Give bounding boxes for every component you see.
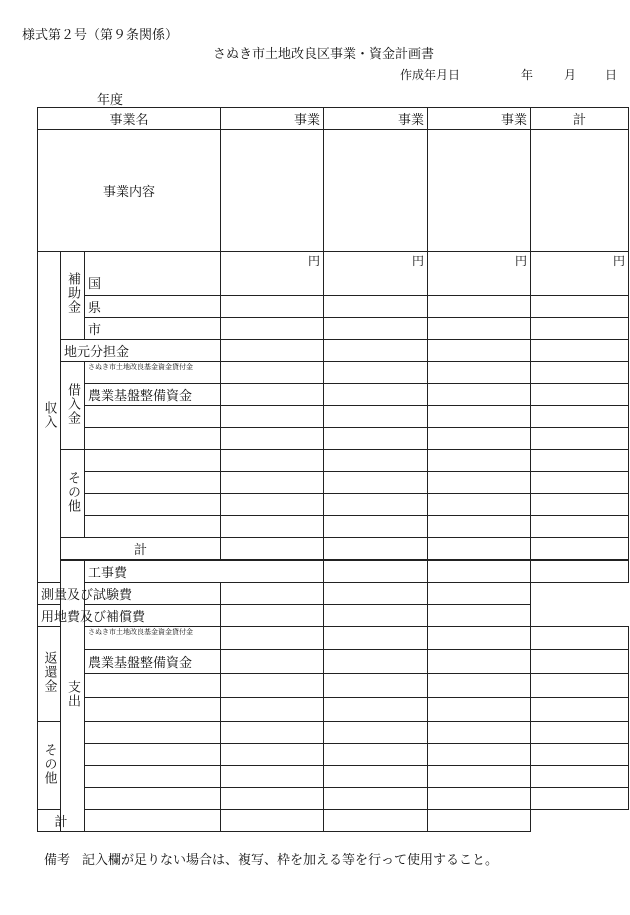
amount-cell[interactable] <box>531 384 629 406</box>
amount-cell[interactable] <box>324 744 428 766</box>
plan-table <box>37 107 629 832</box>
blank-cell[interactable] <box>85 516 221 538</box>
expense-repayment-blank-row <box>38 674 629 698</box>
income-city-row <box>38 318 629 340</box>
amount-cell[interactable] <box>221 605 324 627</box>
project-column-2-header: 事業 <box>324 108 428 130</box>
expense-other-label: その他 <box>38 722 61 810</box>
amount-cell[interactable] <box>428 538 531 560</box>
local-share-label: 地元分担金 <box>61 340 221 362</box>
amount-cell[interactable] <box>531 560 629 583</box>
header-row <box>38 108 629 130</box>
expense-other-row <box>38 722 629 744</box>
amount-cell[interactable] <box>531 318 629 340</box>
blank-cell[interactable] <box>85 450 221 472</box>
blank-cell[interactable] <box>85 744 221 766</box>
remarks-text: 記入欄が足りない場合は、複写、枠を加える等を行って使用すること。 <box>82 853 499 868</box>
amount-cell[interactable] <box>221 766 324 788</box>
amount-cell[interactable] <box>324 318 428 340</box>
income-other-row <box>38 450 629 472</box>
amount-cell[interactable] <box>324 516 428 538</box>
amount-cell[interactable] <box>221 318 324 340</box>
amount-cell[interactable] <box>531 340 629 362</box>
amount-cell[interactable] <box>428 384 531 406</box>
amount-cell[interactable] <box>221 698 324 722</box>
loan-fund-note: さぬき市土地改良基金資金貸付金 <box>85 362 221 384</box>
amount-cell[interactable] <box>428 516 531 538</box>
form-number: 様式第２号（第９条関係） <box>22 28 179 43</box>
expense-repayment-fund-note-row <box>38 627 629 650</box>
project-content-label: 事業内容 <box>38 130 221 252</box>
blank-cell[interactable] <box>85 472 221 494</box>
amount-cell[interactable] <box>221 674 324 698</box>
amount-cell[interactable] <box>221 583 324 605</box>
expense-survey-row <box>38 583 629 605</box>
blank-cell[interactable] <box>85 494 221 516</box>
amount-cell[interactable] <box>428 698 531 722</box>
creation-date-line <box>400 66 617 83</box>
yen-unit: 円 <box>221 252 324 296</box>
amount-cell[interactable] <box>428 428 531 450</box>
amount-cell[interactable] <box>221 722 324 744</box>
blank-cell[interactable] <box>85 698 221 722</box>
blank-cell[interactable] <box>85 722 221 744</box>
amount-cell[interactable] <box>324 384 428 406</box>
amount-cell[interactable] <box>428 318 531 340</box>
amount-cell[interactable] <box>428 627 531 650</box>
subsidy-city-label: 市 <box>85 318 221 340</box>
amount-cell[interactable] <box>324 494 428 516</box>
amount-cell[interactable] <box>531 744 629 766</box>
project-content-row <box>38 130 629 252</box>
expense-other-row <box>38 788 629 810</box>
content-cell[interactable] <box>428 130 531 252</box>
expense-repayment-blank-row <box>38 698 629 722</box>
amount-cell[interactable] <box>428 362 531 384</box>
amount-cell[interactable] <box>324 766 428 788</box>
income-national-row <box>38 252 629 296</box>
amount-cell[interactable] <box>531 428 629 450</box>
amount-cell[interactable] <box>324 722 428 744</box>
land-cost-label: 用地費及び補償費 <box>38 605 85 627</box>
amount-cell[interactable] <box>428 788 531 810</box>
amount-cell[interactable] <box>221 788 324 810</box>
amount-cell[interactable] <box>428 560 531 583</box>
survey-cost-label: 測量及び試験費 <box>38 583 85 605</box>
amount-cell[interactable] <box>428 810 531 832</box>
amount-cell[interactable] <box>324 650 428 674</box>
repayment-label: 返還金 <box>38 627 61 722</box>
amount-cell[interactable] <box>221 296 324 318</box>
blank-cell[interactable] <box>85 406 221 428</box>
amount-cell[interactable] <box>531 494 629 516</box>
amount-cell[interactable] <box>324 362 428 384</box>
amount-cell[interactable] <box>221 516 324 538</box>
amount-cell[interactable] <box>324 583 428 605</box>
amount-cell[interactable] <box>221 538 324 560</box>
project-name-header: 事業名 <box>38 108 221 130</box>
amount-cell[interactable] <box>428 406 531 428</box>
amount-cell[interactable] <box>324 698 428 722</box>
amount-cell[interactable] <box>531 450 629 472</box>
amount-cell[interactable] <box>531 766 629 788</box>
amount-cell[interactable] <box>531 296 629 318</box>
amount-cell[interactable] <box>324 472 428 494</box>
income-total-row <box>38 538 629 560</box>
amount-cell[interactable] <box>221 450 324 472</box>
amount-cell[interactable] <box>428 450 531 472</box>
income-loan-blank-row <box>38 428 629 450</box>
repayment-fund-note: さぬき市土地改良基金資金貸付金 <box>85 627 221 650</box>
amount-cell[interactable] <box>324 560 428 583</box>
expense-construction-row <box>38 560 629 583</box>
expense-other-row <box>38 766 629 788</box>
income-prefecture-row <box>38 296 629 318</box>
creation-date-label: 作成年月日 <box>400 68 461 82</box>
amount-cell[interactable] <box>531 627 629 650</box>
project-column-3-header: 事業 <box>428 108 531 130</box>
amount-cell[interactable] <box>324 340 428 362</box>
subsidy-label: 補助金 <box>61 252 85 340</box>
amount-cell[interactable] <box>428 674 531 698</box>
amount-cell[interactable] <box>324 538 428 560</box>
amount-cell[interactable] <box>531 674 629 698</box>
blank-cell[interactable] <box>85 766 221 788</box>
subsidy-national-label: 国 <box>85 252 221 296</box>
income-local-share-row <box>38 340 629 362</box>
income-label: 収入 <box>38 252 61 583</box>
blank-cell[interactable] <box>85 788 221 810</box>
income-other-label: その他 <box>61 450 85 538</box>
amount-cell[interactable] <box>324 428 428 450</box>
content-cell[interactable] <box>531 130 629 252</box>
remarks-label: 備考 <box>44 853 71 868</box>
amount-cell[interactable] <box>531 650 629 674</box>
amount-cell[interactable] <box>531 516 629 538</box>
income-other-row <box>38 494 629 516</box>
amount-cell[interactable] <box>428 650 531 674</box>
amount-cell[interactable] <box>221 744 324 766</box>
amount-cell[interactable] <box>428 722 531 744</box>
loan-fund-name: 農業基盤整備資金 <box>85 384 221 406</box>
amount-cell[interactable] <box>221 650 324 674</box>
yen-unit: 円 <box>324 252 428 296</box>
amount-cell[interactable] <box>428 472 531 494</box>
expense-total-row <box>38 810 629 832</box>
month-label: 月 <box>564 68 577 82</box>
amount-cell[interactable] <box>428 744 531 766</box>
amount-cell[interactable] <box>531 788 629 810</box>
amount-cell[interactable] <box>324 674 428 698</box>
amount-cell[interactable] <box>324 450 428 472</box>
subsidy-prefecture-label: 県 <box>85 296 221 318</box>
yen-unit: 円 <box>531 252 629 296</box>
income-other-row <box>38 516 629 538</box>
total-column-header: 計 <box>531 108 629 130</box>
amount-cell[interactable] <box>531 406 629 428</box>
blank-cell[interactable] <box>85 428 221 450</box>
amount-cell[interactable] <box>324 406 428 428</box>
loan-label: 借入金 <box>61 362 85 450</box>
income-loan-blank-row <box>38 406 629 428</box>
blank-cell[interactable] <box>85 674 221 698</box>
repayment-fund-name: 農業基盤整備資金 <box>85 650 221 674</box>
expense-repayment-fund-row <box>38 650 629 674</box>
project-column-1-header: 事業 <box>221 108 324 130</box>
amount-cell[interactable] <box>428 605 531 627</box>
fiscal-year-label: 年度 <box>97 93 124 108</box>
amount-cell[interactable] <box>428 296 531 318</box>
amount-cell[interactable] <box>531 722 629 744</box>
amount-cell[interactable] <box>428 494 531 516</box>
content-cell[interactable] <box>324 130 428 252</box>
expense-label: 支出 <box>61 560 85 832</box>
amount-cell[interactable] <box>221 362 324 384</box>
amount-cell[interactable] <box>85 810 221 832</box>
amount-cell[interactable] <box>221 472 324 494</box>
amount-cell[interactable] <box>531 698 629 722</box>
form-title: さぬき市土地改良区事業・資金計画書 <box>213 47 435 62</box>
income-other-row <box>38 472 629 494</box>
amount-cell[interactable] <box>531 538 629 560</box>
expense-land-row <box>38 605 629 627</box>
amount-cell[interactable] <box>221 384 324 406</box>
amount-cell[interactable] <box>221 810 324 832</box>
expense-other-row <box>38 744 629 766</box>
amount-cell[interactable] <box>531 362 629 384</box>
amount-cell[interactable] <box>428 340 531 362</box>
amount-cell[interactable] <box>221 494 324 516</box>
amount-cell[interactable] <box>324 605 428 627</box>
remarks <box>44 849 498 868</box>
income-total-label: 計 <box>61 538 221 560</box>
year-label: 年 <box>521 68 534 82</box>
amount-cell[interactable] <box>324 788 428 810</box>
amount-cell[interactable] <box>428 583 531 605</box>
amount-cell[interactable] <box>531 472 629 494</box>
amount-cell[interactable] <box>221 340 324 362</box>
amount-cell[interactable] <box>428 766 531 788</box>
day-label: 日 <box>605 68 618 82</box>
amount-cell[interactable] <box>221 627 324 650</box>
income-loan-fund-note-row <box>38 362 629 384</box>
amount-cell[interactable] <box>221 428 324 450</box>
expense-total-label: 計 <box>38 810 85 832</box>
amount-cell[interactable] <box>324 810 428 832</box>
construction-cost-label: 工事費 <box>85 560 324 583</box>
content-cell[interactable] <box>221 130 324 252</box>
amount-cell[interactable] <box>324 627 428 650</box>
yen-unit: 円 <box>428 252 531 296</box>
amount-cell[interactable] <box>324 296 428 318</box>
amount-cell[interactable] <box>221 406 324 428</box>
income-loan-fund-row <box>38 384 629 406</box>
